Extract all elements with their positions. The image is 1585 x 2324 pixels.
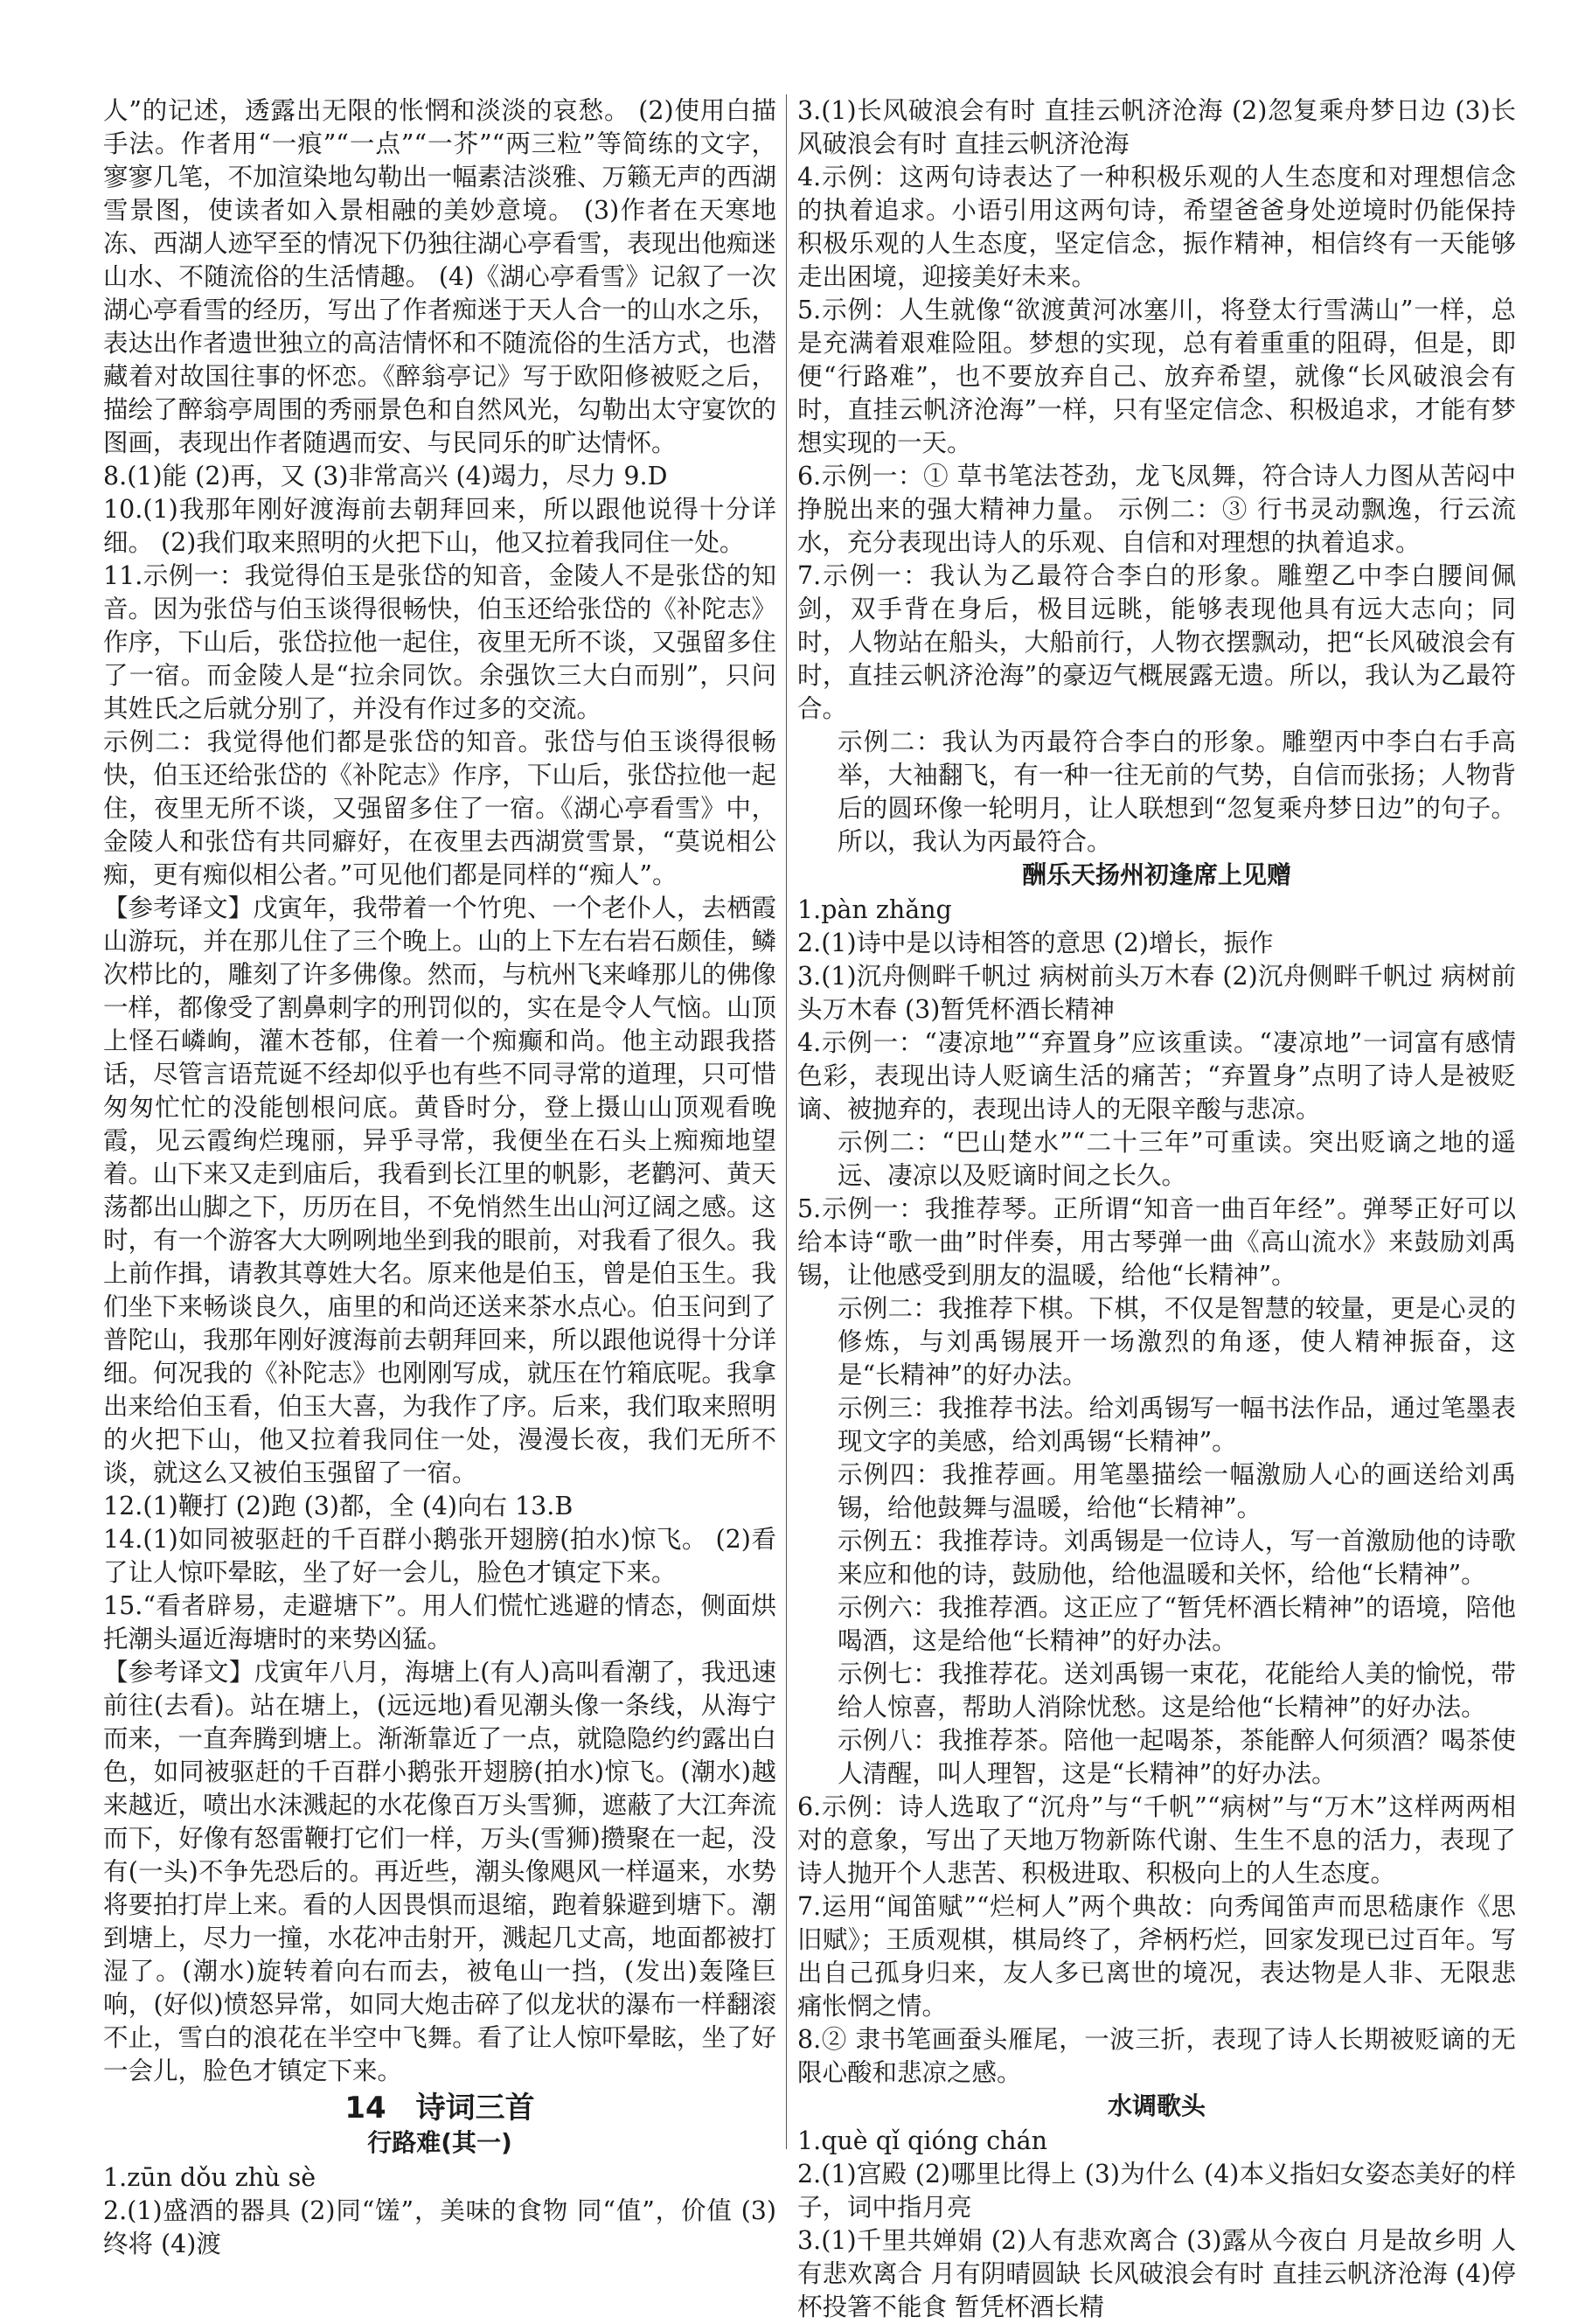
- answer-paragraph: 8.(1)能 (2)再，又 (3)非常高兴 (4)竭力，尽力 9.D: [103, 462, 668, 491]
- answer-paragraph: 1.pàn zhǎng: [797, 895, 952, 924]
- answer-example: 示例二：我认为丙最符合李白的形象。雕塑丙中李白右手高举，大袖翻飞，有一种一往无前的气势，自信而张扬；人物背后的圆环像一轮明月，让人联想到“忽复乘舟梦日边”的句子。所以，我认为丙最符合。: [838, 727, 1516, 856]
- answer-paragraph: 14.(1)如同被驱赶的千百群小鹅张开翅膀(拍水)惊飞。 (2)看了让人惊吓晕眩，坐了好一会儿，脸色才镇定下来。: [103, 1525, 776, 1587]
- answer-example: 示例八：我推荐茶。陪他一起喝茶，茶能醉人何须酒？喝茶使人清醒，叫人理智，这是“长精神”的好办法。: [838, 1726, 1516, 1788]
- answer-paragraph: 1.què qǐ qióng chán: [797, 2126, 1047, 2155]
- answer-paragraph: 7.示例一：我认为乙最符合李白的形象。雕塑乙中李白腰间佩剑，双手背在身后，极目远眺，能够表现他具有远大志向；同时，人物站在船头，大船前行，人物衣摆飘动，把“长风破浪会有时，直挂云帆济沧海”的豪迈气概展露无遗。所以，我认为乙最符合。: [797, 561, 1516, 723]
- answer-paragraph: 1.zūn dǒu zhù sè: [103, 2163, 316, 2192]
- answer-paragraph: 7.运用“闻笛赋”“烂柯人”两个典故：向秀闻笛声而思嵇康作《思旧赋》；王质观棋，棋局终了，斧柄朽烂，回家发现已过百年。写出自己孤身归来，友人多已离世的境况，表达物是人非、无限悲痛怅惘之情。: [797, 1892, 1516, 2021]
- answer-paragraph: 6.示例：诗人选取了“沉舟”与“千帆”“病树”与“万木”这样两两相对的意象，写出了天地万物新陈代谢、生生不息的活力，表现了诗人抛开个人悲苦、积极进取、积极向上的人生态度。: [797, 1792, 1516, 1888]
- poem-title: 酬乐天扬州初逢席上见赠: [1021, 860, 1291, 889]
- lesson-title: 14 诗词三首: [344, 2091, 535, 2126]
- answer-example: 示例七：我推荐花。送刘禹锡一束花，花能给人美的愉悦，带给人惊喜，帮助人消除忧愁。这是给他“长精神”的好办法。: [838, 1660, 1516, 1722]
- poem-title: 行路难(其一): [367, 2128, 512, 2157]
- answer-paragraph: 11.示例一：我觉得伯玉是张岱的知音，金陵人不是张岱的知音。因为张岱与伯玉谈得很畅快，伯玉还给张岱的《补陀志》作序，下山后，张岱拉他一起住，夜里无所不谈，又强留多住了一宿。而金陵人是“拉余同饮。余强饮三大白而别”，只问其姓氏之后就分别了，并没有作过多的交流。: [103, 561, 776, 723]
- answer-paragraph: 【参考译文】戊寅年，我带着一个竹兜、一个老仆人，去栖霞山游玩，并在那儿住了三个晚上。山的上下左右岩石颇佳，鳞次栉比的，雕刻了许多佛像。然而，与杭州飞来峰那儿的佛像一样，都像受了割鼻刺字的刑罚似的，实在是令人气恼。山顶上怪石嶙峋，灌木苍郁，住着一个痴癫和尚。他主动跟我搭话，尽管言语荒诞不经却似乎也有些不同寻常的道理，只可惜匆匆忙忙的没能刨根问底。黄昏时分，登上摄山山顶观看晚霞，见云霞绚烂瑰丽，异乎寻常，我便坐在石头上痴痴地望着。山下来又走到庙后，我看到长江里的帆影，老鹳河、黄天荡都出山脚之下，历历在目，不免悄然生出山河辽阔之感。这时，有一个游客大大咧咧地坐到我的眼前，对我看了很久。我上前作揖，请教其尊姓大名。原来他是伯玉，曾是伯玉生。我们坐下来畅谈良久，庙里的和尚还送来茶水点心。伯玉问到了普陀山，我那年刚好渡海前去朝拜回来，所以跟他说得十分详细。何况我的《补陀志》也刚刚写成，就压在竹箱底呢。我拿出来给伯玉看，伯玉大喜，为我作了序。后来，我们取来照明的火把下山，他又拉着我同住一处，漫漫长夜，我们无所不谈，就这么又被伯玉强留了一宿。: [103, 894, 776, 1487]
- answer-example: 示例六：我推荐酒。这正应了“暂凭杯酒长精神”的语境，陪他喝酒，这是给他“长精神”的好办法。: [838, 1593, 1516, 1655]
- answer-paragraph: 2.(1)宫殿 (2)哪里比得上 (3)为什么 (4)本义指妇女姿态美好的样子，词中指月亮: [797, 2160, 1516, 2222]
- answer-paragraph: 4.示例一：“凄凉地”“弃置身”应该重读。“凄凉地”一词富有感情色彩，表现出诗人贬谪生活的痛苦；“弃置身”点明了诗人是被贬谪、被抛弃的，表现出诗人的无限辛酸与悲凉。: [797, 1028, 1516, 1124]
- answer-paragraph: 2.(1)盛酒的器具 (2)同“馐”，美味的食物 同“值”，价值 (3)终将 (4)渡: [103, 2196, 776, 2258]
- left-column: [103, 94, 776, 2261]
- column-divider: [786, 94, 787, 2149]
- poem-title: 水调歌头: [1107, 2091, 1206, 2120]
- answer-example: 示例四：我推荐画。用笔墨描绘一幅激励人心的画送给刘禹锡，给他鼓舞与温暖，给他“长精神”。: [838, 1460, 1516, 1522]
- answer-example: 示例二：“巴山楚水”“二十三年”可重读。突出贬谪之地的遥远、凄凉以及贬谪时间之长久。: [838, 1128, 1516, 1190]
- answer-paragraph: 8.② 隶书笔画蚕头雁尾，一波三折，表现了诗人长期被贬谪的无限心酸和悲凉之感。: [797, 2025, 1516, 2087]
- answer-paragraph: 3.(1)沉舟侧畔千帆过 病树前头万木春 (2)沉舟侧畔千帆过 病树前头万木春 (3)暂凭杯酒长精神: [797, 962, 1516, 1024]
- answer-paragraph: 【参考译文】戊寅年八月，海塘上(有人)高叫看潮了，我迅速前往(去看)。站在塘上，(远远地)看见潮头像一条线，从海宁而来，一直奔腾到塘上。渐渐靠近了一点，就隐隐约约露出白色，如同被驱赶的千百群小鹅张开翅膀(拍水)惊飞。(潮水)越来越近，喷出水沫溅起的水花像百万头雪狮，遮蔽了大江奔流而下，好像有怒雷鞭打它们一样，万头(雪狮)攒聚在一起，没有(一头)不争先恐后的。再近些，潮头像飓风一样逼来，水势将要拍打岸上来。看的人因畏惧而退缩，跑着躲避到塘下。潮到塘上，尽力一撞，水花冲击射开，溅起几丈高，地面都被打湿了。(潮水)旋转着向右而去，被龟山一挡，(发出)轰隆巨响，(好似)愤怒异常，如同大炮击碎了似龙状的瀑布一样翻滚不止，雪白的浪花在半空中飞舞。看了让人惊吓晕眩，坐了好一会儿，脸色才镇定下来。: [103, 1658, 776, 2085]
- answer-paragraph: 10.(1)我那年刚好渡海前去朝拜回来，所以跟他说得十分详细。 (2)我们取来照明的火把下山，他又拉着我同住一处。: [103, 495, 776, 557]
- right-column: [797, 94, 1516, 2324]
- answer-paragraph: 示例二：我觉得他们都是张岱的知音。张岱与伯玉谈得很畅快，伯玉还给张岱的《补陀志》作序，下山后，张岱拉他一起住，夜里无所不谈，又强留多住了一宿。《湖心亭看雪》中，金陵人和张岱有共同癖好，在夜里去西湖赏雪景，“莫说相公痴，更有痴似相公者。”可见他们都是同样的“痴人”。: [103, 727, 776, 889]
- answer-example: 示例二：我推荐下棋。下棋，不仅是智慧的较量，更是心灵的修炼，与刘禹锡展开一场激烈的角逐，使人精神振奋，这是“长精神”的好办法。: [838, 1294, 1516, 1389]
- answer-paragraph: 12.(1)鞭打 (2)跑 (3)都，全 (4)向右 13.B: [103, 1492, 574, 1520]
- answer-paragraph: 5.示例：人生就像“欲渡黄河冰塞川，将登太行雪满山”一样，总是充满着艰难险阻。梦想的实现，总有着重重的阻碍，但是，即便“行路难”，也不要放弃自己、放弃希望，就像“长风破浪会有时，直挂云帆济沧海”一样，只有坚定信念、积极追求，才能有梦想实现的一天。: [797, 296, 1516, 457]
- answer-paragraph: 6.示例一：① 草书笔法苍劲，龙飞凤舞，符合诗人力图从苦闷中挣脱出来的强大精神力量。 示例二：③ 行书灵动飘逸，行云流水，充分表现出诗人的乐观、自信和对理想的执着追求。: [797, 462, 1516, 557]
- answer-paragraph: 人”的记述，透露出无限的怅惘和淡淡的哀愁。 (2)使用白描手法。作者用“一痕”“一点”“一芥”“两三粒”等简练的文字，寥寥几笔，不加渲染地勾勒出一幅素洁淡雅、万籁无声的西湖雪景图，使读者如入景相融的美妙意境。 (3)作者在天寒地冻、西湖人迹罕至的情况下仍独往湖心亭看雪，表现出他痴迷山水、不随流俗的生活情趣。 (4)《湖心亭看雪》记叙了一次湖心亭看雪的经历，写出了作者痴迷于天人合一的山水之乐，表达出作者遗世独立的高洁情怀和不随流俗的生活方式，也潜藏着对故国往事的怀恋。《醉翁亭记》写于欧阳修被贬之后，描绘了醉翁亭周围的秀丽景色和自然风光，勾勒出太守宴饮的图画，表现出作者随遇而安、与民同乐的旷达情怀。: [103, 96, 776, 457]
- answer-paragraph: 15.“看者辟易，走避塘下”。用人们慌忙逃避的情态，侧面烘托潮头逼近海塘时的来势凶猛。: [103, 1591, 776, 1653]
- answer-example: 示例三：我推荐书法。给刘禹锡写一幅书法作品，通过笔墨表现文字的美感，给刘禹锡“长精神”。: [838, 1394, 1516, 1456]
- answer-paragraph: 5.示例一：我推荐琴。正所谓“知音一曲百年经”。弹琴正好可以给本诗“歌一曲”时伴奏，用古琴弹一曲《高山流水》来鼓励刘禹锡，让他感受到朋友的温暖，给他“长精神”。: [797, 1194, 1516, 1290]
- answer-paragraph: 4.示例：这两句诗表达了一种积极乐观的人生态度和对理想信念的执着追求。小语引用这两句诗，希望爸爸身处逆境时仍能保持积极乐观的人生态度，坚定信念，振作精神，相信终有一天能够走出困境，迎接美好未来。: [797, 163, 1516, 291]
- answer-example: 示例五：我推荐诗。刘禹锡是一位诗人，写一首激励他的诗歌来应和他的诗，鼓励他，给他温暖和关怀，给他“长精神”。: [838, 1527, 1516, 1589]
- answer-paragraph: 3.(1)千里共婵娟 (2)人有悲欢离合 (3)露从今夜白 月是故乡明 人有悲欢离合 月有阴晴圆缺 长风破浪会有时 直挂云帆济沧海 (4)停杯投箸不能食 暂凭杯酒长精: [797, 2226, 1516, 2321]
- answer-paragraph: 3.(1)长风破浪会有时 直挂云帆济沧海 (2)忽复乘舟梦日边 (3)长风破浪会有时 直挂云帆济沧海: [797, 96, 1516, 158]
- answer-paragraph: 2.(1)诗中是以诗相答的意思 (2)增长，振作: [797, 929, 1274, 957]
